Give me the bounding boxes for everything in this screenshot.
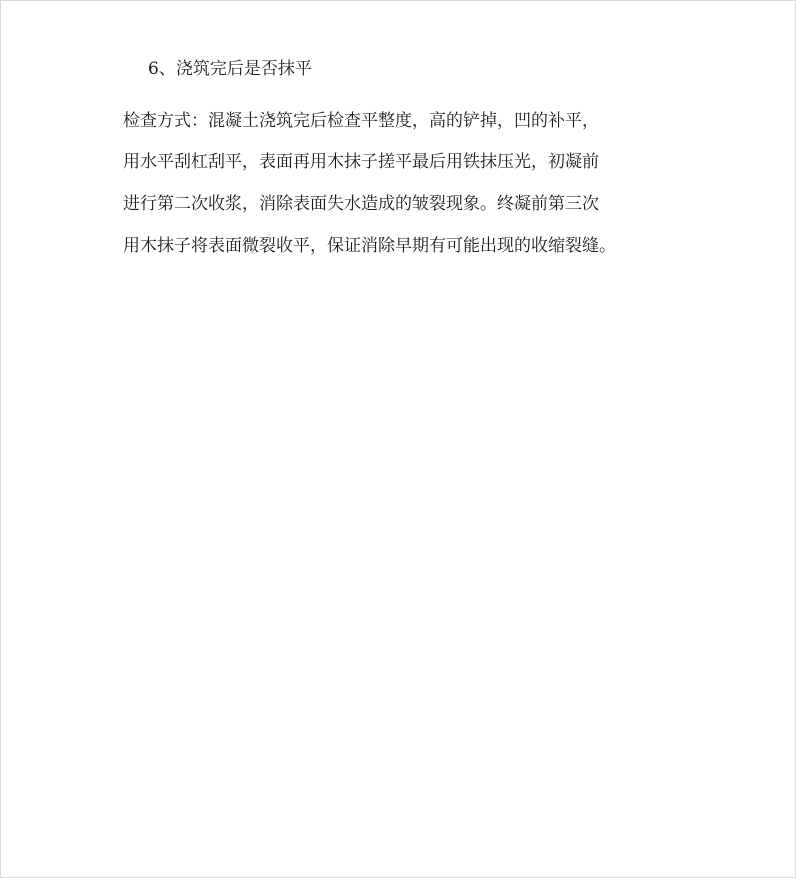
paragraph-line: 用水平刮杠刮平，表面再用木抹子搓平最后用铁抹压光，初凝前: [123, 152, 599, 172]
paragraph-line: 进行第二次收浆，消除表面失水造成的皱裂现象。终凝前第三次: [123, 194, 599, 214]
paragraph-line: 检查方式：混凝土浇筑完后检查平整度，高的铲掉，凹的补平，: [123, 111, 599, 131]
paragraph-line: 用木抹子将表面微裂收平，保证消除早期有可能出现的收缩裂缝。: [123, 236, 616, 256]
section-heading: 6、浇筑完后是否抹平: [148, 59, 312, 79]
